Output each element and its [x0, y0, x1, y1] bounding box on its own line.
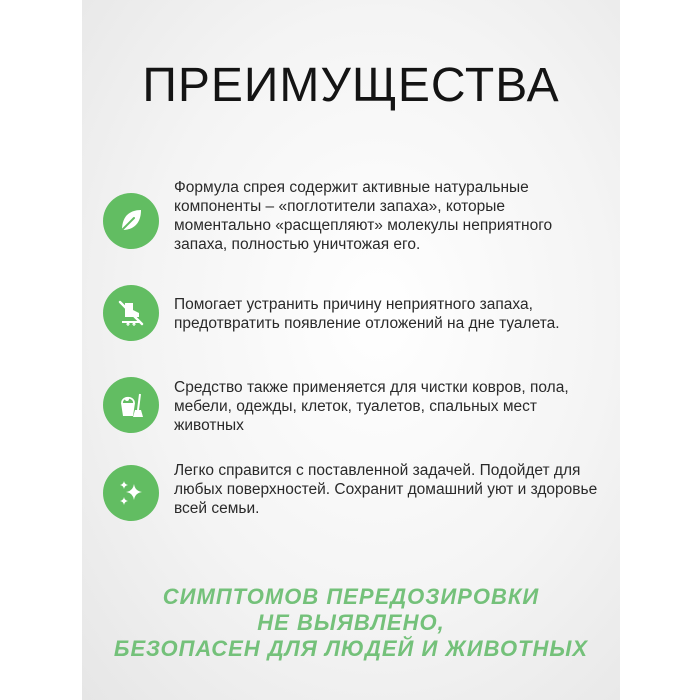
safety-slogan	[82, 584, 620, 662]
page-title: ПРЕИМУЩЕСТВА	[142, 59, 560, 112]
slogan-line: НЕ ВЫЯВЛЕНО,	[257, 610, 445, 635]
feature-text: Формула спрея содержит активные натуральные компоненты – «поглотители запаха», которые моментально «расщепляют» молекулы неприятного запаха, полностью уничтожая его.	[174, 179, 553, 253]
product-card	[82, 0, 620, 700]
no-buildup-icon	[103, 285, 159, 341]
feature-text: Средство также применяется для чистки ковров, пола, мебели, одежды, клеток, туалетов, спальных мест животных	[174, 379, 569, 434]
leaf-icon	[103, 193, 159, 249]
feature-text: Легко справится с поставленной задачей. Подойдет для любых поверхностей. Сохранит домашний уют и здоровье всей семьи.	[174, 462, 598, 517]
slogan-line: СИМПТОМОВ ПЕРЕДОЗИРОВКИ	[162, 584, 540, 609]
feature-text: Помогает устранить причину неприятного запаха, предотвратить появление отложений на дне туалета.	[174, 296, 560, 332]
sparkles-icon	[103, 465, 159, 521]
slogan-line: БЕЗОПАСЕН ДЛЯ ЛЮДЕЙ И ЖИВОТНЫХ	[113, 636, 589, 661]
cleaning-bucket-icon	[103, 377, 159, 433]
